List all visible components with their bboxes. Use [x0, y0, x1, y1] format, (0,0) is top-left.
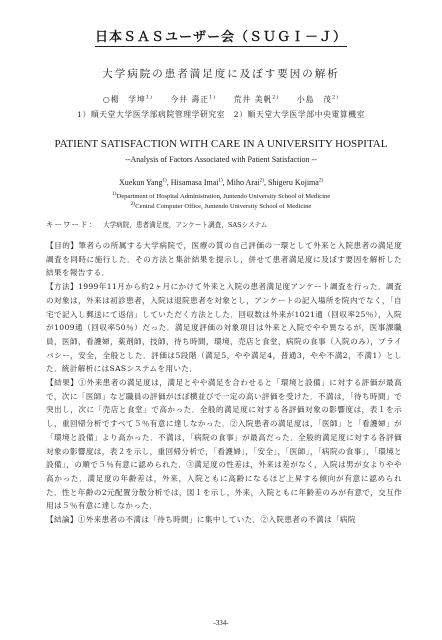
japanese-title: 大学病院の患者満足度に及ぼす要因の解析 [102, 68, 340, 80]
japanese-author: 今井 壽正$^{1)}$ [170, 94, 217, 104]
english-affiliation-1: $^{1)}$Department of Hospital Administration, Juntendo University School of Medicine [111, 191, 331, 201]
page-number: -334- [213, 619, 229, 627]
abstract-body [46, 239, 402, 527]
keywords-values: 大学病院，患者満足度，アンケート調査，SASシステム [103, 221, 268, 229]
english-author: Xuekun Yang$^{1)}$ [118, 178, 167, 187]
english-subtitle: --Analysis of Factors Associated with Patient Satisfaction -- [125, 155, 317, 164]
english-title: PATIENT SATISFACTION WITH CARE IN A UNIVERSITY HOSPITAL [54, 138, 388, 150]
english-authors: Xuekun Yang$^{1)}$, Hisamasa Imai$^{1)}$, Miho Arai$^{2)}$, Shigeru Kojima$^{2)}$ [118, 178, 323, 187]
japanese-author: ○楊 学坤$^{1)}$ [102, 94, 153, 104]
english-affiliation-2: $^{2)}$Central Computer Office, Juntendo University School of Medicine [130, 201, 312, 211]
english-author: Hisamasa Imai$^{1)}$ [170, 178, 223, 187]
conference-name: 日本ＳＡＳユーザー会（ＳＵＧＩ－Ｊ） [94, 30, 347, 45]
japanese-author: 小島 茂$^{2)}$ [296, 94, 340, 104]
japanese-authors [0, 94, 442, 105]
japanese-affiliation: 1）順天堂大学医学部病院管理学研究室 2）順天堂大学医学部中央電算機室 [76, 110, 366, 119]
section-purpose: 【目的】筆者らの所属する大学病院で，医療の質の自己評価の一環として外来と入院患者の満足度調査を同時に施行した．その方法と集計結果を提示し，併せて患者満足度に及ぼす要因を解析した結果を報告する． [46, 241, 402, 278]
japanese-author: 荒井 美帆$^{2)}$ [233, 94, 280, 104]
keywords-label: キーワード： [46, 220, 97, 229]
section-method: 【方法】1999年11月から約2ヶ月にかけて外来と入院の患者満足度アンケート調査を行った．調査の対象は，外来は初診患者，入院は退院患者を対象とし，アンケートの記入場所を院内でなく，「自宅で記入し郵送にて返信」していただく方法とした．回収数は外来が1021通（回収率25％），入院が1009通（回収率50％）だった．満足度評価の対象項目は外来と入院でやや異なるが，医事課職員，医師，看護婦，薬剤師，技師，待ち時間，環境，売店と食堂，病院の食事（入院のみ），プライバシー，安全，全般とした．評価は5段階（満足5，やや満足4，普通3，やや不満2，不満1）とした．統計解析にはSASシステムを用いた． [46, 282, 402, 374]
keywords [46, 219, 406, 230]
section-conclusion: 【結論】①外来患者の不満は「待ち時間」に集中していた．②入院患者の不満は「病院 [46, 515, 356, 525]
english-author: Shigeru Kojima$^{2)}$ [267, 178, 323, 187]
conference-header [0, 26, 442, 45]
section-results: 【結果】①外来患者の満足度は，満足とやや満足を合わせると「環境と設備」に対する評価が最高で，次に「医師」など職員の評価がほぼ横並びで一定の高い評価を受けた．不満は，「待ち時間」で突出し，次に「売店と食堂」で高かった．全般的満足度に対する各評価対象の影響度は，表１を示し，重回帰分析ですべて５％有意に達しなかった．②入院患者の満足度は，「医師」と「看護婦」が「環境と設備」より高かった．不満は，「病院の食事」が最高だった．全般的満足度に対する各評価対象の影響度は，表２を示し，重回帰分析で，「看護婦」，「安全」，「医師」，「病院の食事」，「環境と設備」，の順で５％有意に認められた．③満足度の性差は，外来は差がなく，入院は男が女よりやや高かった．満足度の年齢差は，外来，入院ともに高齢になるほど上昇する傾向が有意に認められた．性と年齢の2元配置分散分析では，図１を示し，外来，入院ともに年齢差のみが有意で，交互作用は５％有意に達しなかった． [46, 378, 402, 511]
english-author: Miho Arai$^{2)}$ [226, 178, 264, 187]
